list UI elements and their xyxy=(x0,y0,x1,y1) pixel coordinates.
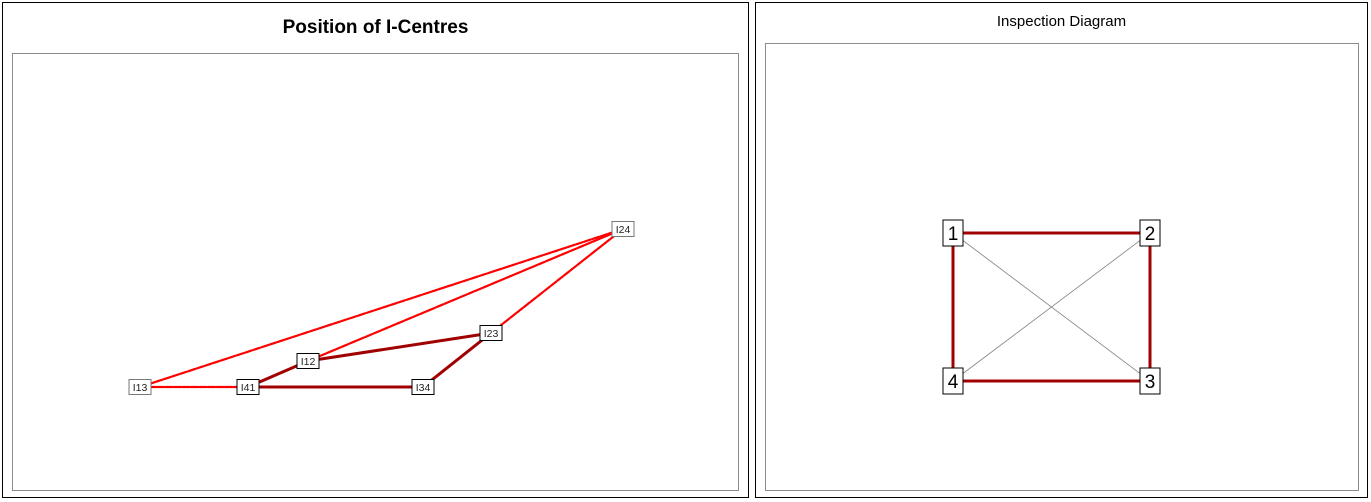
node-label: 4 xyxy=(947,372,959,393)
icentre-label: I24 xyxy=(615,224,631,236)
inspection-node-2 xyxy=(1140,220,1160,246)
icentre-plot-area xyxy=(12,53,739,491)
icentre-i41 xyxy=(237,380,259,395)
icentre-label: I23 xyxy=(483,328,499,340)
icentre-title: Position of I-Centres xyxy=(282,17,469,38)
icentre-label: I12 xyxy=(300,356,316,368)
icentre-i12 xyxy=(297,354,319,369)
inspection-panel xyxy=(755,2,1368,498)
inspection-node-1 xyxy=(943,220,963,246)
icentre-i13 xyxy=(129,380,151,395)
icentre-diagram xyxy=(13,54,740,492)
link-i24-i23 xyxy=(491,229,623,333)
icentre-label: I34 xyxy=(415,382,431,394)
icentre-panel xyxy=(2,2,749,498)
node-label: 2 xyxy=(1144,224,1156,245)
inspection-node-4 xyxy=(943,368,963,394)
node-label: 1 xyxy=(947,224,959,245)
inspection-node-3 xyxy=(1140,368,1160,394)
link-i12-i23 xyxy=(308,333,491,361)
node-label: 3 xyxy=(1144,372,1156,393)
link-i13-i24 xyxy=(140,229,623,387)
icentre-i23 xyxy=(480,326,502,341)
inspection-plot-area xyxy=(765,43,1359,491)
icentre-label: I41 xyxy=(240,382,256,394)
icentre-label: I13 xyxy=(132,382,148,394)
icentre-i24 xyxy=(612,222,634,237)
icentre-i34 xyxy=(412,380,434,395)
link-i24-i12 xyxy=(308,229,623,361)
inspection-title: Inspection Diagram xyxy=(996,13,1127,30)
inspection-diagram xyxy=(766,44,1360,492)
